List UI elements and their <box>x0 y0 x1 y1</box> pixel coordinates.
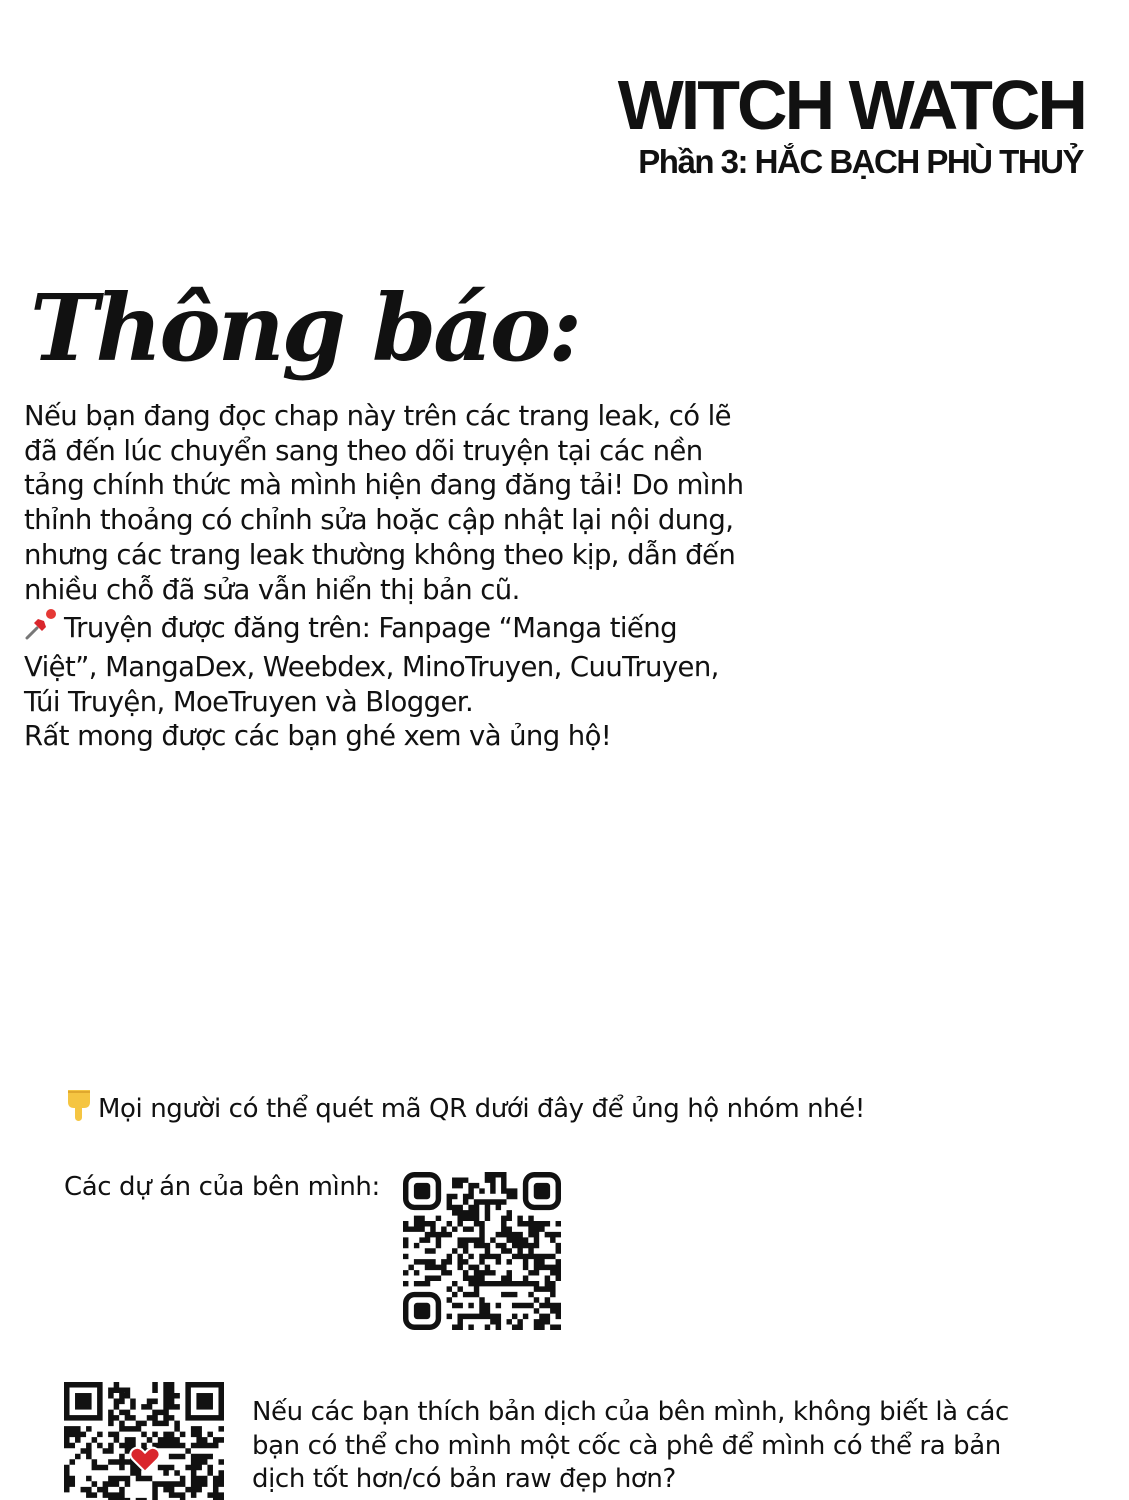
heart-icon <box>128 1442 162 1476</box>
pushpin-icon <box>24 607 64 650</box>
pointing-down-hand-icon <box>64 1088 98 1129</box>
part-subtitle: Phần 3: HẮC BẠCH PHÙ THUỶ <box>638 143 1083 180</box>
notice-paragraph-platforms: Truyện được đăng trên: Fanpage “Manga tiếng Việt”, MangaDex, Weebdex, MinoTruyen, CuuTruyen, Túi Truyện, MoeTruyen và Blogger. <box>24 607 744 719</box>
projects-label: Các dự án của bên mình: <box>64 1172 380 1202</box>
series-title: WITCH WATCH <box>617 66 1085 144</box>
projects-qr-code[interactable] <box>403 1172 561 1330</box>
notice-body <box>24 399 744 754</box>
notice-paragraph-leak: Nếu bạn đang đọc chap này trên các trang leak, có lẽ đã đến lúc chuyển sang theo dõi truyện tại các nền tảng chính thức mà mình hiện đang đăng tải! Do mình thỉnh thoảng có chỉnh sửa hoặc cập nhật lại nội dung, nhưng các trang leak thường không theo kịp, dẫn đến nhiều chỗ đã sửa vẫn hiển thị bản cũ. <box>24 400 744 606</box>
notice-heading: Thông báo: <box>30 274 580 382</box>
donation-qr-code[interactable] <box>64 1382 224 1500</box>
qr-prompt: Mọi người có thể quét mã QR dưới đây để ủng hộ nhóm nhé! <box>64 1088 865 1129</box>
support-request-text: Nếu các bạn thích bản dịch của bên mình, không biết là các bạn có thể cho mình một cốc cà phê để mình có thể ra bản dịch tốt hơn/có bản raw đẹp hơn? <box>252 1397 1009 1494</box>
notice-paragraph-thanks: Rất mong được các bạn ghé xem và ủng hộ! <box>24 720 612 753</box>
